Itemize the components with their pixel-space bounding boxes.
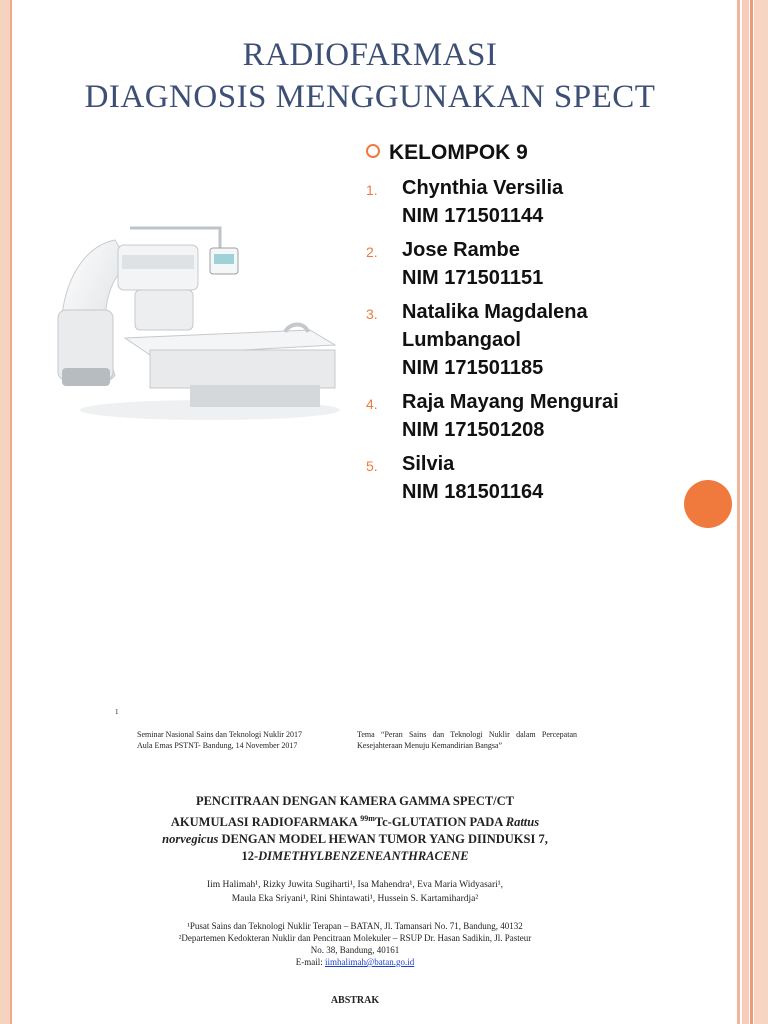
list-number: 4. — [366, 396, 378, 412]
list-item — [366, 388, 696, 444]
right-border-stripe — [737, 0, 740, 1024]
list-item — [366, 174, 696, 230]
right-border-stripe — [742, 0, 749, 1024]
right-border-stripe — [754, 0, 768, 1024]
seminar-header — [137, 729, 347, 751]
paper-title-line — [115, 831, 595, 848]
author-line: Iim Halimah¹, Rizky Juwita Sugiharti¹, Isa Mahendra¹, Eva Maria Widyasari¹, — [206, 880, 504, 890]
email-line — [115, 956, 595, 968]
paper-title-line — [115, 848, 595, 865]
list-item — [366, 450, 696, 506]
list-item — [366, 236, 696, 292]
title-italic: DIMETHYLBENZENEANTHRACENE — [258, 849, 469, 864]
member-nim: NIM 181501164 — [402, 481, 544, 503]
member-list — [366, 174, 696, 512]
member-name: Natalika Magdalena Lumbangaol — [402, 301, 588, 351]
title-text: AKUMULASI RADIOFARMAKA — [170, 815, 361, 830]
spect-scanner-image — [40, 210, 340, 440]
title-italic: norvegicus — [162, 832, 219, 847]
title-italic: Rattus — [505, 815, 540, 830]
affiliation-line: No. 38, Bandung, 40161 — [310, 945, 400, 955]
ring-bullet-icon — [366, 144, 380, 158]
group-label: KELOMPOK 9 — [389, 141, 528, 164]
list-number: 1. — [366, 182, 378, 198]
member-nim: NIM 171501185 — [402, 357, 544, 379]
member-name: Raja Mayang Mengurai — [402, 391, 619, 413]
email-label: E-mail: — [295, 957, 325, 967]
author-line: Maula Eka Sriyani¹, Rini Shintawati¹, Hussein S. Kartamihardja² — [231, 894, 479, 904]
title-text: DENGAN MODEL HEWAN TUMOR YANG DIINDUKSI 7, — [218, 832, 548, 847]
member-nim: NIM 171501144 — [402, 205, 544, 227]
affiliation-line: ¹Pusat Sains dan Teknologi Nuklir Terapan – BATAN, Jl. Tamansari No. 71, Bandung, 40132 — [187, 921, 523, 931]
member-name: Silvia — [402, 453, 455, 475]
title-text: 12- — [241, 849, 259, 864]
abstract-heading: ABSTRAK — [330, 995, 380, 1006]
slide-title-line: DIAGNOSIS MENGGUNAKAN SPECT — [84, 79, 656, 115]
title-text: Tc-GLUTATION PADA — [374, 815, 506, 830]
group-heading — [366, 141, 528, 165]
seminar-theme: Tema “Peran Sains dan Teknologi Nuklir dalam Percepatan Kesejahteraan Menuju Kemandirian Bangsa” — [357, 730, 577, 750]
list-item — [366, 298, 696, 382]
paper-title-line: PENCITRAAN DENGAN KAMERA GAMMA SPECT/CT — [195, 794, 515, 808]
seminar-name: Seminar Nasional Sains dan Teknologi Nuklir 2017 — [137, 730, 303, 739]
slide-title-line: RADIOFARMASI — [242, 37, 498, 73]
paper-excerpt — [115, 700, 595, 1024]
member-nim: NIM 171501208 — [402, 419, 545, 441]
page-mark: 1 — [115, 708, 119, 716]
list-number: 2. — [366, 244, 378, 260]
seminar-venue: Aula Emas PSTNT- Bandung, 14 November 2017 — [137, 741, 298, 750]
list-number: 3. — [366, 306, 378, 322]
member-name: Jose Rambe — [402, 239, 520, 261]
slide-title — [20, 34, 720, 118]
paper-title-line — [115, 810, 595, 831]
right-border-stripe — [750, 0, 753, 1024]
email-link[interactable]: iimhalimah@batan.go.id — [324, 957, 415, 967]
author-list — [115, 878, 595, 906]
paper-title — [115, 793, 595, 865]
affiliation-line: ²Departemen Kedokteran Nuklir dan Pencitraan Molekuler – RSUP Dr. Hasan Sadikin, Jl. Pasteur — [178, 933, 532, 943]
isotope-superscript: 99m — [360, 814, 375, 823]
list-number: 5. — [366, 458, 378, 474]
member-nim: NIM 171501151 — [402, 267, 544, 289]
left-border-line — [10, 0, 12, 1024]
left-border — [0, 0, 10, 1024]
affiliations — [115, 920, 595, 968]
member-name: Chynthia Versilia — [402, 177, 564, 199]
